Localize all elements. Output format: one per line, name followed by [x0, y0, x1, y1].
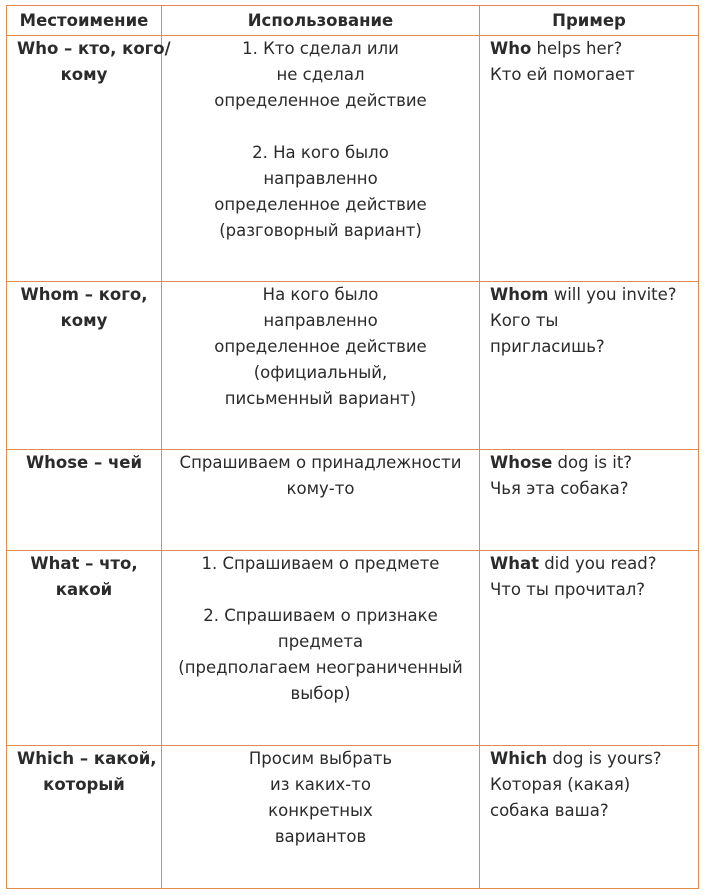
example-cell: Which dog is yours? Которая (какая) собака ваша?	[480, 746, 699, 889]
usage-cell: На кого было направленно определенное действие (официальный, письменный вариант)	[162, 282, 480, 450]
table-row	[7, 450, 699, 551]
pronoun-cell: What – что, какой	[7, 551, 162, 746]
pronoun-cell: Which – какой, который	[7, 746, 162, 889]
pronoun-cell: Who – кто, кого/ кому	[7, 36, 162, 282]
table-row	[7, 551, 699, 746]
usage-cell: 1. Спрашиваем о предмете 2. Спрашиваем о признаке предмета (предполагаем неограниченный выбор)	[162, 551, 480, 746]
example-keyword: Which	[490, 749, 548, 768]
header-example: Пример	[480, 6, 699, 36]
example-cell: Whose dog is it? Чья эта собака?	[480, 450, 699, 551]
example-keyword: Whose	[490, 453, 553, 472]
usage-cell: 1. Кто сделал или не сделал определенное действие 2. На кого было направленно определенное действие (разговорный вариант)	[162, 36, 480, 282]
example-keyword: What	[490, 554, 539, 573]
table-row	[7, 282, 699, 450]
example-cell: Who helps her? Кто ей помогает	[480, 36, 699, 282]
header-usage: Использование	[162, 6, 480, 36]
example-keyword: Whom	[490, 285, 549, 304]
pronoun-cell: Whom – кого, кому	[7, 282, 162, 450]
header-pronoun: Местоимение	[7, 6, 162, 36]
usage-cell: Спрашиваем о принадлежности кому-то	[162, 450, 480, 551]
usage-cell: Просим выбрать из каких-то конкретных вариантов	[162, 746, 480, 889]
example-cell: Whom will you invite? Кого ты пригласишь?	[480, 282, 699, 450]
example-keyword: Who	[490, 39, 532, 58]
pronoun-table	[6, 5, 699, 889]
pronoun-cell: Whose – чей	[7, 450, 162, 551]
example-cell: What did you read? Что ты прочитал?	[480, 551, 699, 746]
table-row	[7, 746, 699, 889]
header-row	[7, 6, 699, 36]
table-row	[7, 36, 699, 282]
